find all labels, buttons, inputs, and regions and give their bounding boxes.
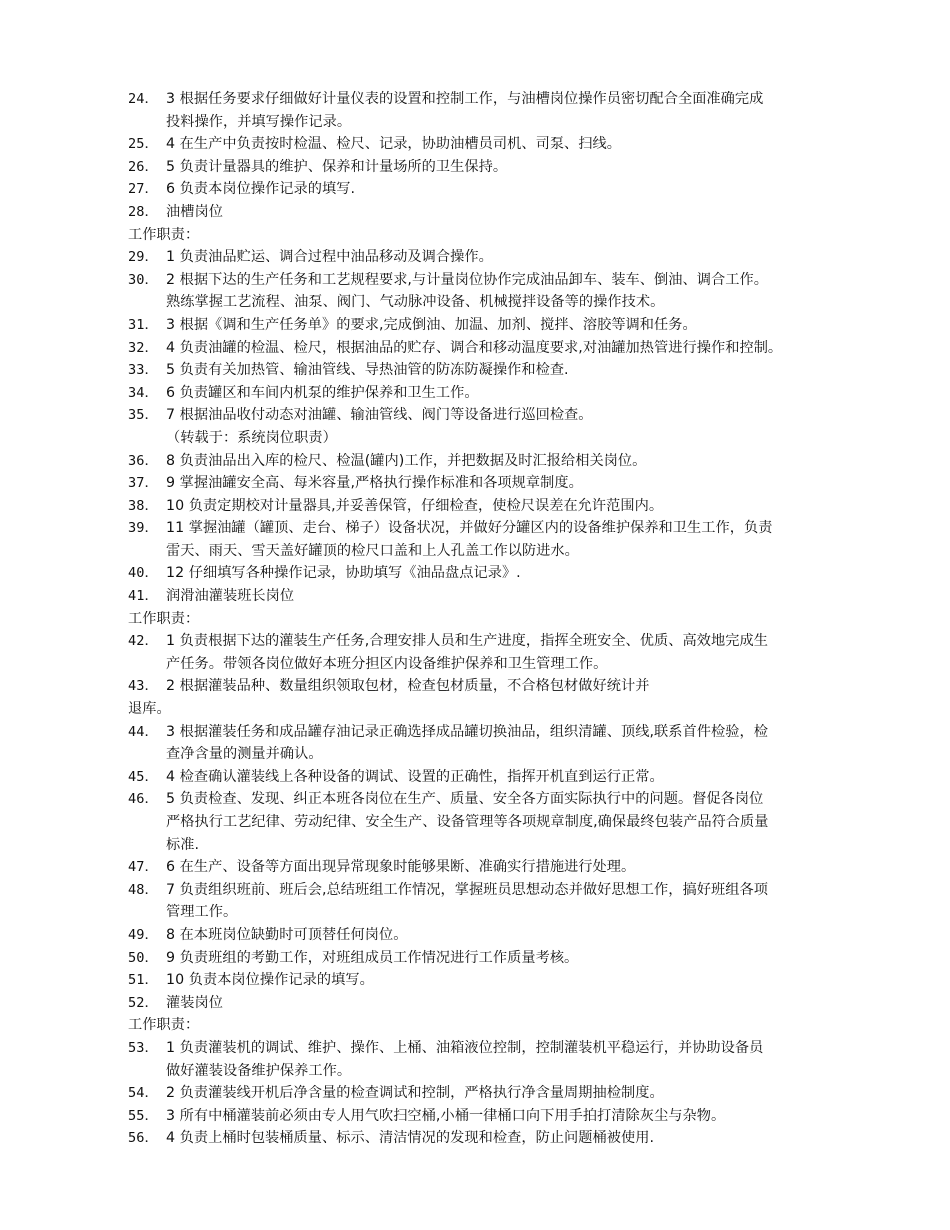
item-number: 46． [128, 791, 159, 808]
list-item [0, 924, 950, 947]
item-text: 3 根据任务要求仔细做好计量仪表的设置和控制工作，与油槽岗位操作员密切配合全面准确完成 [166, 91, 764, 107]
list-item [0, 562, 950, 585]
list-item [0, 178, 950, 201]
continuation-text: （转载于：系统岗位职责） [166, 429, 337, 446]
section-subheading [0, 224, 950, 247]
item-text: 5 负责检查、发现、纠正本班各岗位在生产、质量、安全各方面实际执行中的问题。督促各岗位 [166, 791, 764, 808]
item-number: 38． [128, 497, 159, 514]
continuation-line [0, 111, 950, 134]
continuation-line [0, 1060, 950, 1083]
list-item [0, 201, 950, 224]
item-text: 6 负责罐区和车间内机泵的维护保养和卫生工作。 [166, 384, 479, 401]
continuation-text: 标准. [166, 836, 200, 853]
item-number: 28． [128, 203, 159, 220]
section-subheading [0, 608, 950, 631]
wrapped-text: 退库。 [128, 701, 171, 718]
item-number: 34． [128, 384, 159, 401]
list-item [0, 472, 950, 495]
item-number: 26． [128, 158, 159, 175]
item-number: 33． [128, 362, 159, 379]
item-number: 39． [128, 520, 159, 537]
item-number: 44． [128, 723, 159, 740]
list-item [0, 585, 950, 608]
continuation-line [0, 743, 950, 766]
item-number: 32． [128, 339, 159, 356]
item-text: 6 负责本岗位操作记录的填写. [166, 181, 356, 198]
list-item [0, 246, 950, 269]
item-text: 2 根据下达的生产任务和工艺规程要求,与计量岗位协作完成油品卸车、装车、倒油、调合工作。 [166, 271, 768, 288]
continuation-line [0, 291, 950, 314]
continuation-line [0, 901, 950, 924]
item-text: 2 根据灌装品种、数量组织领取包材，检查包材质量，不合格包材做好统计并 [166, 678, 650, 695]
item-text: 12 仔细填写各种操作记录，协助填写《油品盘点记录》. [166, 565, 521, 582]
item-text: 4 负责油罐的检温、检尺，根据油品的贮存、调合和移动温度要求,对油罐加热管进行操作和控制。 [166, 339, 783, 356]
wrapped-line [0, 698, 950, 721]
item-text: 1 负责油品贮运、调合过程中油品移动及调合操作。 [166, 249, 493, 266]
item-text: 5 负责计量器具的维护、保养和计量场所的卫生保持。 [166, 158, 508, 175]
item-text: 9 负责班组的考勤工作，对班组成员工作情况进行工作质量考核。 [166, 949, 579, 966]
list-item [0, 630, 950, 653]
list-item [0, 495, 950, 518]
subheading-text: 工作职责： [128, 610, 200, 627]
list-item [0, 337, 950, 360]
item-text: 3 根据灌装任务和成品罐存油记录正确选择成品罐切换油品，组织清罐、顶线,联系首件检验，检 [166, 723, 768, 740]
list-item [0, 133, 950, 156]
list-item [0, 788, 950, 811]
continuation-text: 雷天、雨天、雪天盖好罐顶的检尺口盖和上人孔盖工作以防进水。 [166, 542, 579, 559]
list-item [0, 969, 950, 992]
item-number: 43． [128, 678, 159, 695]
item-number: 30． [128, 271, 159, 288]
list-item [0, 1105, 950, 1128]
item-number: 51． [128, 972, 159, 989]
section-subheading [0, 1014, 950, 1037]
item-number: 48． [128, 881, 159, 898]
item-number: 45． [128, 768, 159, 785]
item-text: 9 掌握油罐安全高、每米容量,严格执行操作标准和各项规章制度。 [166, 475, 583, 492]
continuation-text: 投料操作，并填写操作记录。 [166, 113, 352, 130]
continuation-text: 做好灌装设备维护保养工作。 [166, 1062, 352, 1079]
item-number: 40． [128, 565, 159, 582]
continuation-text: 管理工作。 [166, 904, 238, 921]
item-number: 29． [128, 249, 159, 266]
subheading-text: 工作职责： [128, 226, 200, 243]
list-item [0, 947, 950, 970]
continuation-line [0, 540, 950, 563]
list-item [0, 1127, 950, 1150]
item-text: 10 负责定期校对计量器具,并妥善保管，仔细检查，使检尺误差在允许范围内。 [166, 497, 664, 514]
item-text: 润滑油灌装班长岗位 [166, 588, 295, 605]
item-text: 1 负责灌装机的调试、维护、操作、上桶、油箱液位控制，控制灌装机平稳运行，并协助设备员 [166, 1039, 764, 1056]
list-item [0, 88, 950, 111]
item-text: 6 在生产、设备等方面出现异常现象时能够果断、准确实行措施进行处理。 [166, 859, 636, 876]
list-item [0, 517, 950, 540]
list-item [0, 359, 950, 382]
continuation-line [0, 834, 950, 857]
list-item [0, 879, 950, 902]
subheading-text: 工作职责： [128, 1017, 200, 1034]
item-number: 41． [128, 588, 159, 605]
list-item [0, 382, 950, 405]
continuation-text: 查净含量的测量并确认。 [166, 746, 323, 763]
item-text: 灌装岗位 [166, 994, 223, 1011]
list-item [0, 404, 950, 427]
item-number: 36． [128, 452, 159, 469]
item-number: 25． [128, 136, 159, 153]
item-number: 49． [128, 926, 159, 943]
item-text: 8 负责油品出入库的检尺、检温(罐内)工作，并把数据及时汇报给相关岗位。 [166, 452, 647, 469]
document-body [0, 88, 950, 1150]
item-text: 4 在生产中负责按时检温、检尺、记录，协助油槽员司机、司泵、扫线。 [166, 136, 622, 153]
list-item [0, 1037, 950, 1060]
item-text: 4 检查确认灌装线上各种设备的调试、设置的正确性，指挥开机直到运行正常。 [166, 768, 664, 785]
item-text: 3 所有中桶灌装前必须由专人用气吹扫空桶,小桶一律桶口向下用手拍打清除灰尘与杂物。 [166, 1107, 726, 1124]
continuation-line [0, 427, 950, 450]
item-text: 2 负责灌装线开机后净含量的检查调试和控制，严格执行净含量周期抽检制度。 [166, 1085, 664, 1102]
item-number: 35． [128, 407, 159, 424]
list-item [0, 314, 950, 337]
continuation-text: 严格执行工艺纪律、劳动纪律、安全生产、设备管理等各项规章制度,确保最终包装产品符合质量 [166, 814, 769, 830]
item-number: 42． [128, 633, 159, 650]
item-text: 3 根据《调和生产任务单》的要求,完成倒油、加温、加剂、搅拌、溶胶等调和任务。 [166, 316, 697, 333]
item-text: 11 掌握油罐（罐顶、走台、梯子）设备状况，并做好分罐区内的设备维护保养和卫生工作，负责 [166, 520, 773, 537]
item-text: 1 负责根据下达的灌装生产任务,合理安排人员和生产进度，指挥全班安全、优质、高效地完成生 [166, 633, 768, 650]
item-number: 31． [128, 316, 159, 333]
list-item [0, 269, 950, 292]
item-number: 55． [128, 1107, 159, 1124]
list-item [0, 992, 950, 1015]
list-item [0, 1082, 950, 1105]
list-item [0, 675, 950, 698]
continuation-text: 熟练掌握工艺流程、油泵、阀门、气动脉冲设备、机械搅拌设备等的操作技术。 [166, 294, 665, 311]
item-number: 52． [128, 994, 159, 1011]
item-number: 37． [128, 475, 159, 492]
item-number: 50． [128, 949, 159, 966]
item-text: 油槽岗位 [166, 203, 223, 220]
item-number: 56． [128, 1130, 159, 1147]
item-number: 27． [128, 181, 159, 198]
item-text: 8 在本班岗位缺勤时可顶替任何岗位。 [166, 926, 408, 943]
list-item [0, 450, 950, 473]
item-number: 24． [128, 91, 159, 107]
item-text: 5 负责有关加热管、输油管线、导热油管的防冻防凝操作和检查. [166, 362, 569, 379]
list-item [0, 766, 950, 789]
list-item [0, 721, 950, 744]
item-number: 47． [128, 859, 159, 876]
item-number: 53． [128, 1039, 159, 1056]
list-item [0, 156, 950, 179]
list-item [0, 856, 950, 879]
continuation-line [0, 653, 950, 676]
item-text: 10 负责本岗位操作记录的填写。 [166, 972, 374, 989]
item-text: 4 负责上桶时包装桶质量、标示、清洁情况的发现和检查，防止问题桶被使用. [166, 1130, 655, 1147]
item-text: 7 根据油品收付动态对油罐、输油管线、阀门等设备进行巡回检查。 [166, 407, 593, 424]
item-number: 54． [128, 1085, 159, 1102]
continuation-text: 产任务。带领各岗位做好本班分担区内设备维护保养和卫生管理工作。 [166, 655, 608, 672]
continuation-line [0, 811, 950, 834]
item-text: 7 负责组织班前、班后会,总结班组工作情况，掌握班员思想动态并做好思想工作，搞好班组各项 [166, 881, 768, 898]
